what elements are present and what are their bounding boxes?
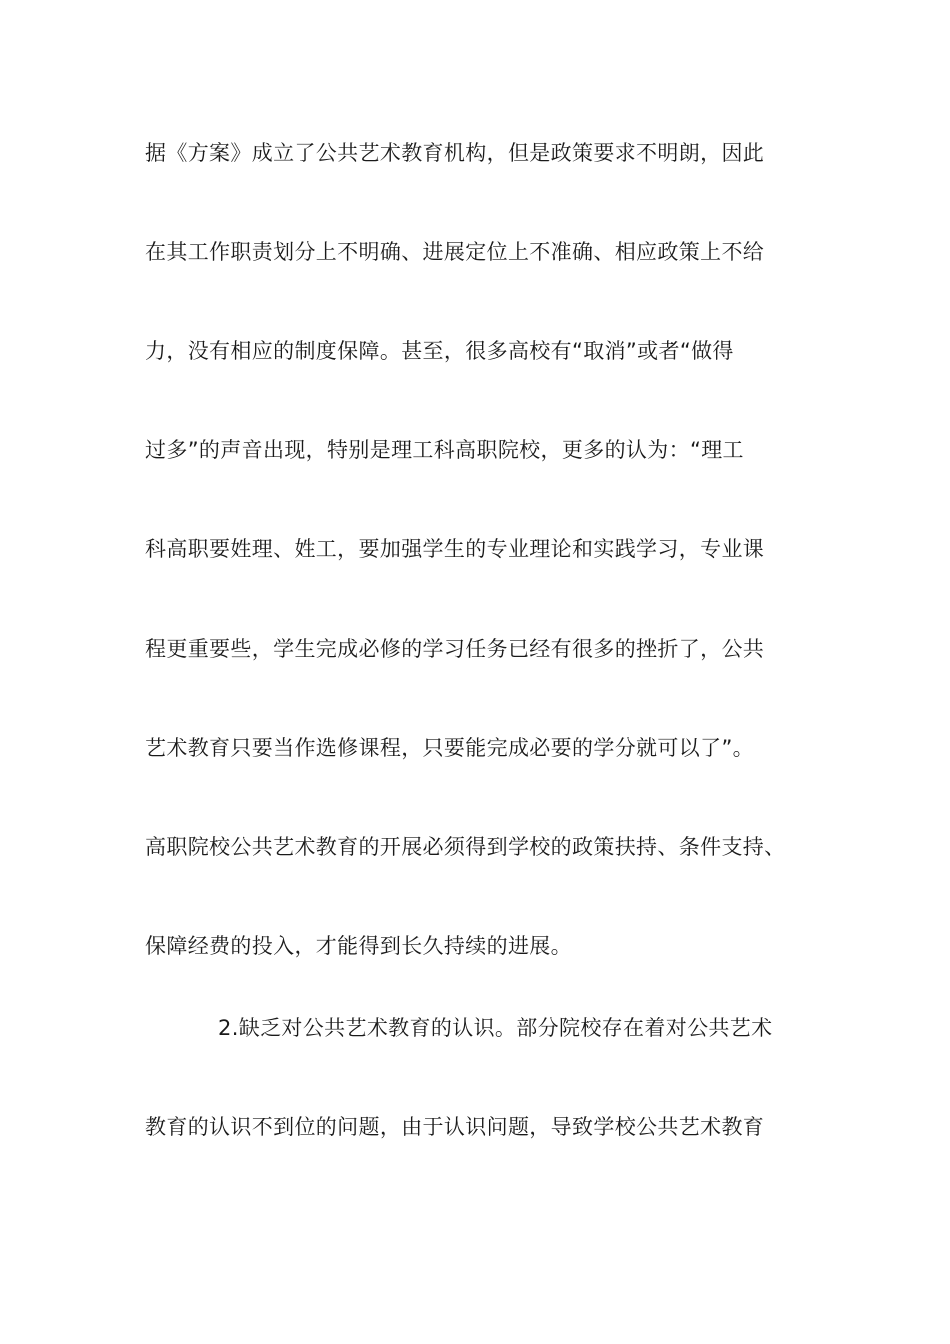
text-line: 艺术教育只要当作选修课程，只要能完成必要的学分就可以了”。 <box>145 736 755 760</box>
text-line: 在其工作职责划分上不明确、进展定位上不准确、相应政策上不给 <box>145 240 765 264</box>
text-line: 力，没有相应的制度保障。甚至，很多高校有“取消”或者“做得 <box>145 339 734 363</box>
text-line: 保障经费的投入，才能得到长久持续的进展。 <box>145 934 572 958</box>
text-line: 据《方案》成立了公共艺术教育机构，但是政策要求不明朗，因此 <box>145 141 765 165</box>
paragraph-start-line: 2.缺乏对公共艺术教育的认识。部分院校存在着对公共艺术 <box>218 1016 773 1040</box>
text-line: 过多”的声音出现，特别是理工科高职院校，更多的认为：“理工 <box>145 438 744 462</box>
text-line: 科高职要姓理、姓工，要加强学生的专业理论和实践学习，专业课 <box>145 537 765 561</box>
text-line: 高职院校公共艺术教育的开展必须得到学校的政策扶持、条件支持、 <box>145 835 786 859</box>
text-line: 程更重要些，学生完成必修的学习任务已经有很多的挫折了，公共 <box>145 637 765 661</box>
text-line: 教育的认识不到位的问题，由于认识问题，导致学校公共艺术教育 <box>145 1115 765 1139</box>
